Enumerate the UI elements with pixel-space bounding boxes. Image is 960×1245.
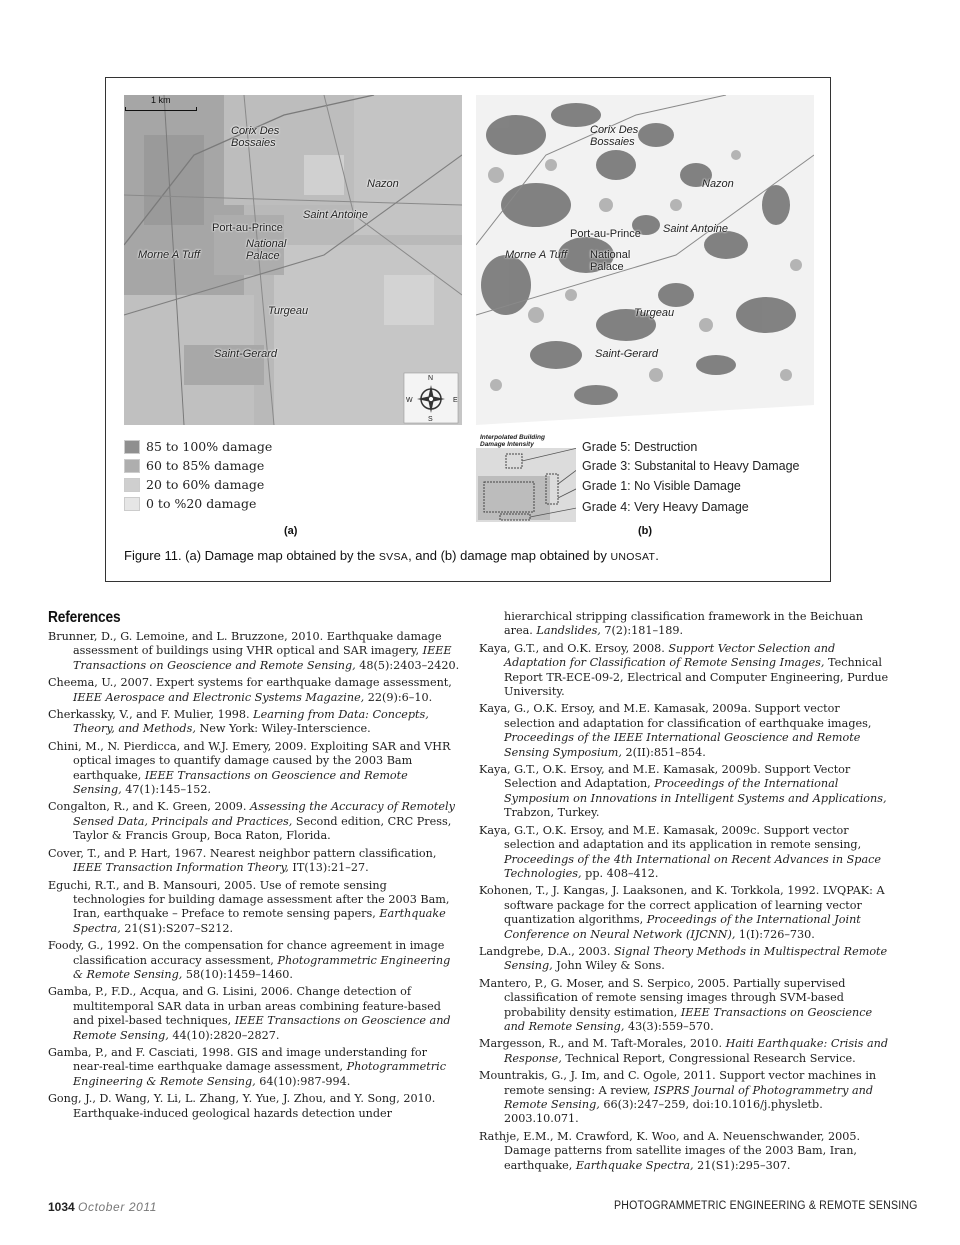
references-left-column: [48, 630, 460, 1124]
legend-b-grade-3: Grade 3: Substanital to Heavy Damage: [582, 459, 800, 473]
reference-entry: Mountrakis, G., J. Im, and C. Ogole, 2011. Support vector machines in remote sensing: A review, ISPRS Journal of Photogrammetry and Remote Sensing, 66(3):247–259, doi:10.1016/j.physletb. 2003.10.071.: [479, 1069, 877, 1126]
legend-swatch-0-20: [124, 497, 140, 511]
legend-a-item: 60 to 85% damage: [146, 458, 265, 473]
reference-entry: Margesson, R., and M. Taft-Morales, 2010. Haiti Earthquake: Crisis and Response, Technical Report, Congressional Research Service.: [479, 1037, 888, 1065]
journal-name: PHOTOGRAMMETRIC ENGINEERING & REMOTE SENSING: [614, 1200, 918, 1212]
caption-text: , and (b) damage map obtained by: [408, 548, 611, 563]
map-a-label-saint-gerard: Saint-Gerard: [214, 348, 277, 360]
map-b-label-saint-gerard: Saint-Gerard: [595, 348, 658, 360]
compass-n: N: [428, 375, 434, 382]
map-a-label-saint-antoine: Saint Antoine: [303, 209, 369, 221]
legend-a: [124, 437, 364, 513]
reference-entry: Kaya, G.T., O.K. Ersoy, and M.E. Kamasak, 2009b. Support Vector Selection and Adaptation, Proceedings of the International Symposium on Innovations in Intelligent Systems and Applications, Trabzon, Turkey.: [479, 763, 887, 820]
legend-swatch-85-100: [124, 440, 140, 454]
legend-swatch-20-60: [124, 478, 140, 492]
issue-date: October 2011: [78, 1200, 158, 1214]
reference-entry: Cherkassky, V., and F. Mulier, 1998. Learning from Data: Concepts, Theory, and Methods, New York: Wiley-Interscience.: [48, 708, 429, 736]
reference-entry: Cover, T., and P. Hart, 1967. Nearest neighbor pattern classification, IEEE Transaction Information Theory, IT(13):21–27.: [48, 846, 437, 875]
subfigure-label-b: (b): [638, 525, 653, 537]
reference-entry: Eguchi, R.T., and B. Mansouri, 2005. Use of remote sensing technologies for building damage assessment after the 2003 Bam, Iran, earthquake – Preface to remote sensing papers, Earthquake Spectra, 21(S1):S207–S212.: [48, 878, 450, 935]
reference-entry: Mantero, P., G. Moser, and S. Serpico, 2005. Partially supervised classification of remote sensing images through SVM-based probability density estimation, IEEE Transactions on Geoscience and Remote Sensing, 43(3):559–570.: [479, 976, 873, 1033]
reference-entry: Brunner, D., G. Lemoine, and L. Bruzzone, 2010. Earthquake damage assessment of buildings using VHR optical and SAR imagery, IEEE Transactions on Geoscience and Remote Sensing, 48(5):2403–2420.: [48, 630, 460, 672]
legend-b-grade-4: Grade 4: Very Heavy Damage: [582, 500, 749, 514]
references-heading: References: [48, 609, 121, 626]
legend-a-item: 20 to 60% damage: [146, 477, 265, 492]
reference-entry: Kaya, G.T., O.K. Ersoy, and M.E. Kamasak, 2009c. Support vector selection and adaptation and its application in remote sensing, Proceedings of the 4th International on Recent Advances in Space Technologies, pp. 408–412.: [479, 823, 882, 880]
compass-w: W: [406, 397, 413, 404]
caption-text: .: [655, 548, 659, 563]
legend-a-item: 85 to 100% damage: [146, 439, 273, 454]
map-b-label-morne: Morne A Tuff: [505, 249, 567, 261]
reference-entry: Cheema, U., 2007. Expert systems for earthquake damage assessment, IEEE Aerospace and Electronic Systems Magazine, 22(9):6–10.: [48, 676, 452, 704]
legend-a-item: 0 to %20 damage: [146, 496, 257, 511]
map-b-label-corix: Corix Des Bossaies: [590, 124, 639, 148]
reference-entry: Gong, J., D. Wang, Y. Li, L. Zhang, Y. Yue, J. Zhou, and Y. Song, 2010. Earthquake-induced geological hazards detection under: [48, 1092, 436, 1120]
map-a-label-turgeau: Turgeau: [268, 305, 309, 317]
reference-entry-continued: hierarchical stripping classification framework in the Beichuan area. Landslides, 7(2):181–189.: [504, 610, 863, 638]
map-b-label-nazon: Nazon: [702, 178, 734, 190]
compass-e: E: [453, 397, 458, 404]
scale-bar: [125, 96, 215, 110]
subfigure-label-a: (a): [284, 525, 298, 537]
reference-entry: Gamba, P., F.D., Acqua, and G. Lisini, 2006. Change detection of multitemporal SAR data in urban areas combining feature-based and pixel-based techniques, IEEE Transactions on Geoscience and Remote Sensing, 44(10):2820–2827.: [48, 985, 451, 1042]
legend-swatch-60-85: [124, 459, 140, 473]
map-a-label-nazon: Nazon: [367, 178, 399, 190]
caption-svsa: SVSA: [378, 551, 409, 563]
figure-caption: [124, 548, 659, 563]
compass-s: S: [428, 416, 433, 423]
map-a-label-national-palace: National Palace: [246, 238, 287, 262]
reference-entry: Gamba, P., and F. Casciati, 1998. GIS and image understanding for near-real-time earthquake damage assessment, Photogrammetric Engineering & Remote Sensing, 64(10):987-994.: [48, 1045, 446, 1088]
reference-entry: Congalton, R., and K. Green, 2009. Assessing the Accuracy of Remotely Sensed Data, Principals and Practices, Second edition, CRC Press, Taylor & Francis Group, Boca Raton, Florida.: [48, 800, 455, 843]
page-number: 1034: [48, 1200, 75, 1214]
references-right-column: [479, 610, 891, 1176]
legend-b-grade-5: Grade 5: Destruction: [582, 440, 698, 454]
map-a-label-corix: Corix Des Bossaies: [231, 125, 280, 149]
reference-entry: Chini, M., N. Pierdicca, and W.J. Emery, 2009. Exploiting SAR and VHR optical images to quantify damage caused by the 2003 Bam earthquake, IEEE Transactions on Geoscience and Remote Sensing, 47(1):145–152.: [48, 739, 451, 797]
reference-entry: Foody, G., 1992. On the compensation for chance agreement in image classification accuracy assessment, Photogrammetric Engineering & Remote Sensing, 58(10):1459–1460.: [48, 939, 451, 981]
caption-unosat: UNOSAT: [610, 551, 656, 563]
reference-entry: Kaya, G.T., and O.K. Ersoy, 2008. Support Vector Selection and Adaptation for Classification of Remote Sensing Images, Technical Report TR-ECE-09-2, Electrical and Computer Engineering, Purdue University.: [479, 641, 889, 699]
map-b-label-saint-antoine: Saint Antoine: [663, 223, 729, 235]
reference-entry: Rathje, E.M., M. Crawford, K. Woo, and A. Neuenschwander, 2005. Damage patterns from satellite images of the 2003 Bam, Iran, earthquake, Earthquake Spectra, 21(S1):295–307.: [479, 1129, 861, 1172]
footer-page-info: [48, 1200, 157, 1214]
scale-label: 1 km: [151, 95, 171, 105]
map-a-label-morne: Morne A Tuff: [138, 249, 200, 261]
map-a-label-port-au-prince: Port-au-Prince: [212, 222, 283, 234]
legend-b-grade-1: Grade 1: No Visible Damage: [582, 479, 741, 493]
map-b-label-port-au-prince: Port-au-Prince: [570, 228, 641, 240]
map-b-label-turgeau: Turgeau: [634, 307, 675, 319]
map-b-label-national-palace: National Palace: [590, 249, 631, 273]
legend-b-title: Interpolated Building Damage Intensity: [480, 434, 545, 448]
caption-text: Figure 11. (a) Damage map obtained by the: [124, 548, 379, 563]
reference-entry: Landgrebe, D.A., 2003. Signal Theory Methods in Multispectral Remote Sensing, John Wiley & Sons.: [479, 944, 888, 973]
reference-entry: Kaya, G., O.K. Ersoy, and M.E. Kamasak, 2009a. Support vector selection and adaptation for classification of earthquake images, Proceedings of the IEEE International Geoscience and Remote Sensing Symposium, 2(II):851–854.: [479, 702, 872, 759]
reference-entry: Kohonen, T., J. Kangas, J. Laaksonen, and K. Torkkola, 1992. LVQPAK: A software package for the correct application of learning vector quantization algorithms, Proceedings of the International Joint Conference on Neural Network (IJCNN), 1(I):726–730.: [479, 884, 885, 941]
